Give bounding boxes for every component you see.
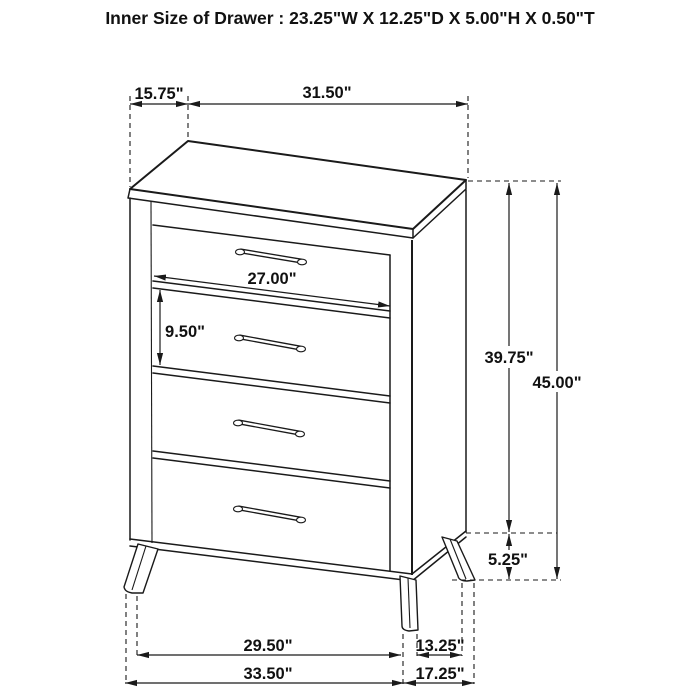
dimension-lines <box>125 104 557 683</box>
dim-label-front-feet-span: 29.50" <box>243 637 293 655</box>
dim-label-drawer-width: 27.00" <box>247 270 297 288</box>
drawer-handle-1 <box>236 249 307 265</box>
dim-label-top-width: 31.50" <box>302 84 352 102</box>
dim-label-overall-width: 33.50" <box>243 665 293 683</box>
front-left-leg <box>124 544 158 593</box>
drawer-4-top-edge <box>153 458 390 488</box>
drawer-2-top-edge <box>153 288 390 318</box>
left-stile-edge <box>151 201 152 543</box>
dim-label-leg-height: 5.25" <box>488 551 528 569</box>
dim-label-drawer-height: 9.50" <box>165 323 205 341</box>
drawer-fronts <box>153 225 390 488</box>
front-right-leg <box>400 576 418 631</box>
drawer-3-top-edge <box>153 373 390 403</box>
drawer-handle-4 <box>234 506 306 523</box>
drawer-handle-2 <box>235 335 306 352</box>
drawing-title: Inner Size of Drawer : 23.25"W X 12.25"D X 5.00"H X 0.50"T <box>105 8 595 28</box>
dim-label-top-depth: 15.75" <box>134 85 184 103</box>
back-right-leg <box>442 537 475 581</box>
chest-top-slab <box>128 141 466 238</box>
drawer-handle-3 <box>234 420 305 437</box>
dim-label-overall-depth: 17.25" <box>415 665 465 683</box>
dim-label-case-height: 39.75" <box>484 349 534 367</box>
dim-label-overall-height: 45.00" <box>532 374 582 392</box>
dim-label-side-feet-span: 13.25" <box>415 637 465 655</box>
